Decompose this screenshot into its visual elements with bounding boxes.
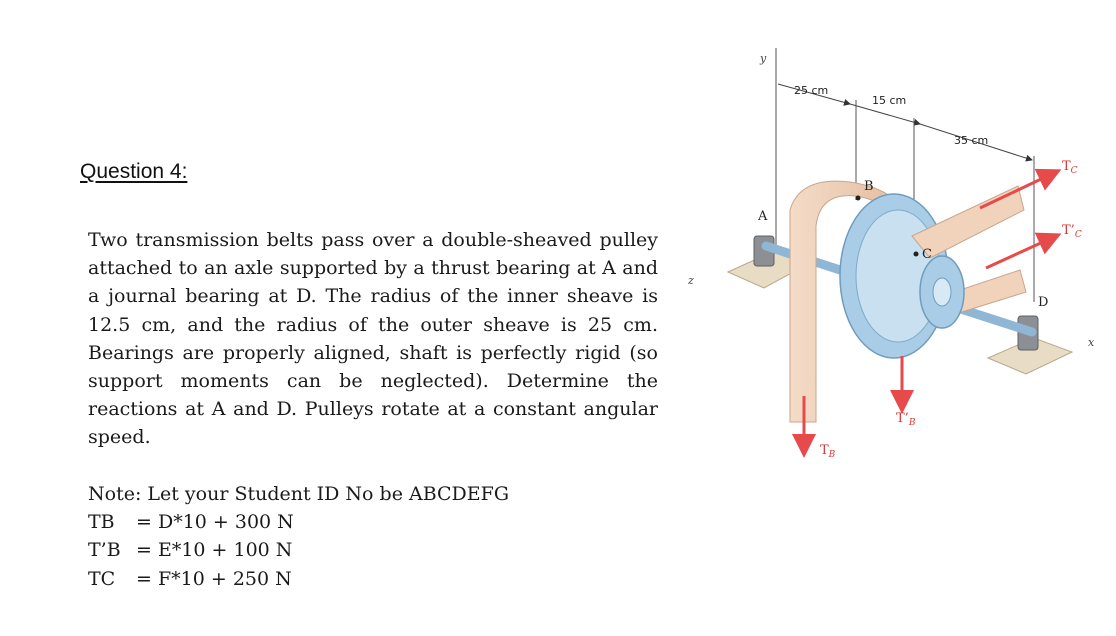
- tension-expression: = E*10 + 100 N: [136, 539, 293, 562]
- point-b-label: B: [864, 179, 874, 194]
- z-axis-label: z: [688, 274, 694, 287]
- force-label-tc: $T_C$: [1062, 159, 1078, 176]
- x-axis-label: x: [1088, 336, 1095, 349]
- point-b-marker: [856, 196, 861, 201]
- force-label-tb-prime: $T’_B$: [896, 411, 916, 428]
- point-d-label: D: [1038, 295, 1049, 310]
- point-c-marker: [914, 252, 919, 257]
- question-heading: Question 4:: [80, 160, 188, 183]
- tension-symbol: TB: [88, 511, 115, 534]
- dimension-35cm: 35 cm: [954, 134, 989, 147]
- force-label-tb: $T_B$: [820, 443, 836, 460]
- force-arrow-tc-prime: [986, 236, 1056, 268]
- inner-sheave-hub: [933, 278, 951, 306]
- tension-tb-prime-line: [88, 536, 509, 564]
- student-id-note: [88, 480, 509, 593]
- problem-statement: Two transmission belts pass over a double-sheaved pulley attached to an axle supported by a thrust bearing at A and a journal bearing at D. The radius of the inner sheave is 12.5 cm, and the radius of the outer sheave is 25 cm. Bearings are properly aligned, shaft is perfectly rigid (so support moments can be neglected). Determine the reactions at A and D. Pulleys rotate at a constant angular speed.: [88, 229, 658, 449]
- tension-tc-line: [88, 565, 509, 593]
- dimension-15cm: 15 cm: [872, 94, 907, 107]
- point-a-label: A: [758, 209, 768, 224]
- tension-symbol: TC: [88, 567, 116, 590]
- dimension-25cm: 25 cm: [794, 84, 829, 97]
- tension-expression: = F*10 + 250 N: [136, 567, 292, 590]
- force-label-tc-prime: $T’_C$: [1062, 223, 1082, 240]
- dimension-line: [850, 104, 920, 124]
- pulley-diagram: [680, 40, 1100, 480]
- tension-tb-line: [88, 508, 509, 536]
- tension-expression: = D*10 + 300 N: [136, 511, 294, 534]
- y-axis-label: y: [760, 52, 767, 65]
- note-title: Note: Let your Student ID No be ABCDEFG: [88, 483, 510, 505]
- tension-symbol: T’B: [88, 539, 121, 562]
- point-c-label: C: [922, 247, 932, 262]
